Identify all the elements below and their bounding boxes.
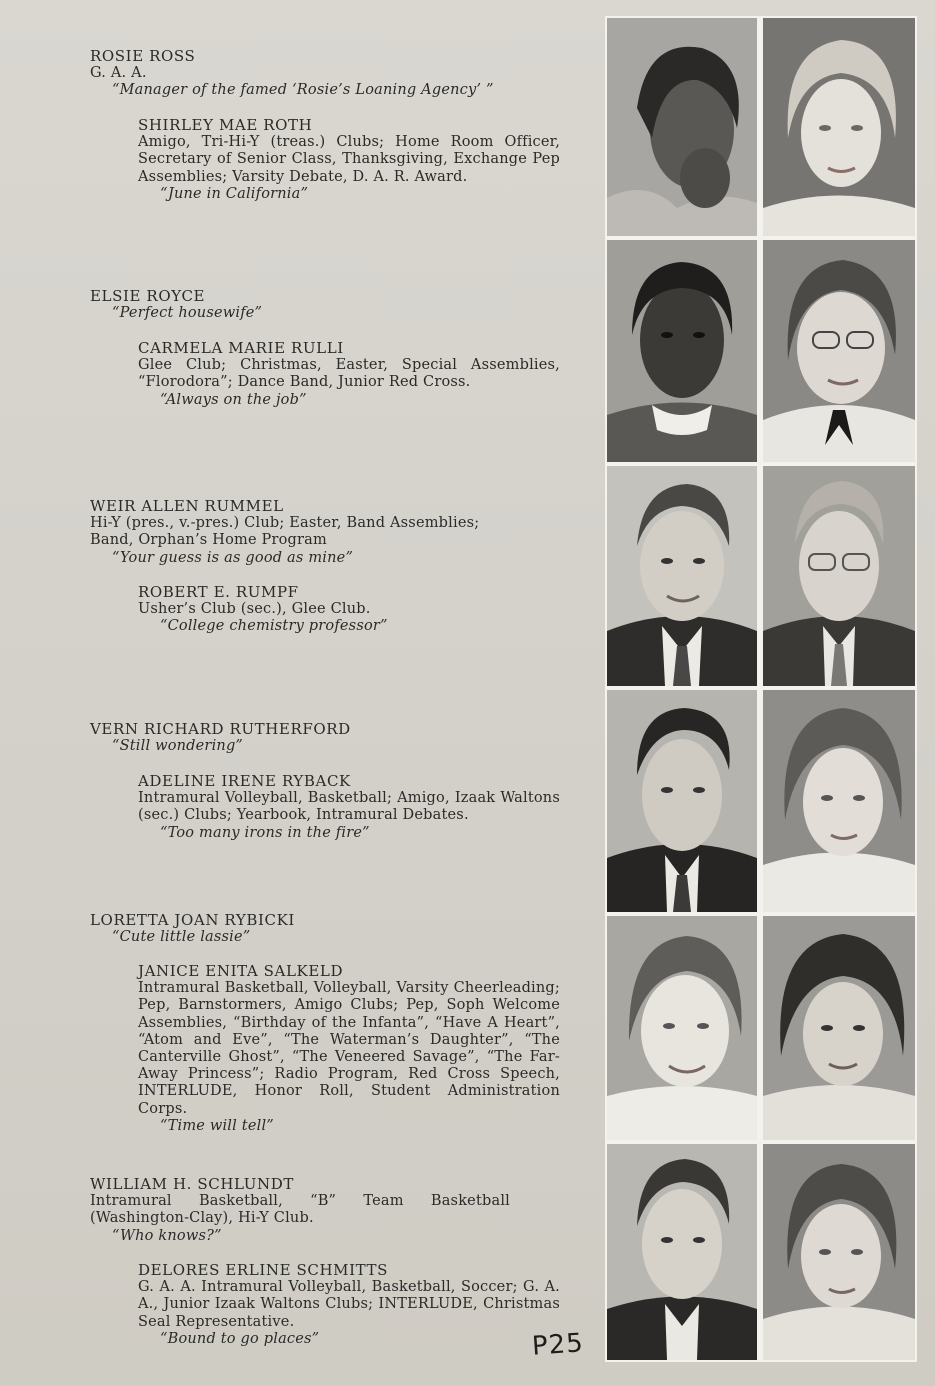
student-name: ROSIE ROSS: [90, 47, 196, 65]
portrait-photo: [607, 690, 757, 912]
portrait-column: [605, 16, 917, 1362]
student-entry-vern-richard-rutherford: [90, 721, 540, 755]
student-activities: Amigo, Tri-Hi-Y (treas.) Clubs; Home Room Officer, Secretary of Senior Class, Thanksgiving, Exchange Pep Assemblies; Varsity Debate, D. A. R. Award.: [138, 134, 560, 185]
student-name: WILLIAM H. SCHLUNDT: [90, 1175, 294, 1193]
student-entry-loretta-joan-rybicki: [90, 912, 540, 946]
student-activities: Intramural Basketball, Volleyball, Varsity Cheerleading; Pep, Barnstormers, Amigo Clubs; Pep, Soph Welcome Assemblies, “Birthday of the Infanta”, “Have A Heart”, “Atom and Eve”, “The Waterman’s Daughter”, “The Canterville Ghost”, “The Veneered Savage”, “The Far-Away Princess”; Radio Program, Red Cross Speech, INTERLUDE, Honor Roll, Student Administration Corps.: [138, 980, 560, 1117]
student-activities: Hi-Y (pres., v.-pres.) Club; Easter, Band Assemblies; Band, Orphan’s Home Program: [90, 515, 480, 549]
student-quote: “Perfect housewife”: [112, 305, 263, 322]
student-activities: Intramural Basketball, “B” Team Basketball (Washington-Clay), Hi-Y Club.: [90, 1193, 510, 1227]
portrait-photo: [763, 18, 915, 236]
student-quote: “College chemistry professor”: [160, 618, 388, 635]
student-activities: Glee Club; Christmas, Easter, Special Assemblies, “Florodora”; Dance Band, Junior Red Cross.: [138, 357, 560, 391]
student-entry-elsie-royce: [90, 288, 540, 322]
portrait-photo: [763, 466, 915, 686]
portrait-photo: [763, 916, 915, 1140]
student-quote: “Too many irons in the fire”: [160, 824, 370, 841]
student-quote: “Always on the job”: [160, 391, 307, 408]
student-entry-carmela-marie-rulli: [138, 340, 560, 409]
portrait-photo: [607, 466, 757, 686]
portrait-photo: [763, 240, 915, 462]
portrait-photo: [607, 240, 757, 462]
student-activities: G. A. A. Intramural Volleyball, Basketball, Soccer; G. A. A., Junior Izaak Waltons Clubs; INTERLUDE, Christmas Seal Representative.: [138, 1279, 560, 1330]
student-name: VERN RICHARD RUTHERFORD: [90, 720, 351, 738]
student-activities: G. A. A.: [90, 65, 147, 82]
page-number: P25: [531, 1328, 585, 1362]
student-entry-adeline-irene-ryback: [138, 773, 560, 842]
student-entry-robert-e-rumpf: [138, 584, 560, 636]
student-name: LORETTA JOAN RYBICKI: [90, 911, 295, 929]
portrait-photo: [763, 1144, 915, 1360]
student-name: CARMELA MARIE RULLI: [138, 339, 344, 357]
portrait-photo: [763, 690, 915, 912]
student-quote: “Cute little lassie”: [112, 929, 251, 946]
student-entry-janice-enita-salkeld: [138, 963, 560, 1135]
student-entry-shirley-mae-roth: [138, 117, 560, 203]
student-quote: “Your guess is as good as mine”: [112, 549, 354, 566]
student-entry-william-h-schlundt: [90, 1176, 510, 1245]
student-activities: Usher’s Club (sec.), Glee Club.: [138, 601, 371, 618]
student-name: ROBERT E. RUMPF: [138, 583, 299, 601]
student-quote: “Still wondering”: [112, 738, 244, 755]
student-name: ELSIE ROYCE: [90, 287, 206, 305]
student-quote: “June in California”: [160, 185, 309, 202]
portrait-photo: [607, 916, 757, 1140]
student-name: SHIRLEY MAE ROTH: [138, 116, 313, 134]
student-quote: “Manager of the famed ‘Rosie’s Loaning Agency’ ”: [112, 82, 494, 99]
student-name: JANICE ENITA SALKELD: [138, 962, 344, 980]
student-entry-delores-erline-schmitts: [138, 1262, 560, 1348]
portrait-photo: [607, 18, 757, 236]
student-entry-weir-allen-rummel: [90, 498, 512, 567]
student-name: WEIR ALLEN RUMMEL: [90, 497, 284, 515]
student-activities: Intramural Volleyball, Basketball; Amigo, Izaak Waltons (sec.) Clubs; Yearbook, Intramural Debates.: [138, 790, 560, 824]
student-name: ADELINE IRENE RYBACK: [138, 772, 351, 790]
portrait-photo: [607, 1144, 757, 1360]
student-quote: “Bound to go places”: [160, 1330, 320, 1347]
student-entry-rosie-ross: [90, 48, 540, 100]
student-quote: “Who knows?”: [112, 1227, 222, 1244]
student-name: DELORES ERLINE SCHMITTS: [138, 1261, 388, 1279]
student-quote: “Time will tell”: [160, 1117, 274, 1134]
